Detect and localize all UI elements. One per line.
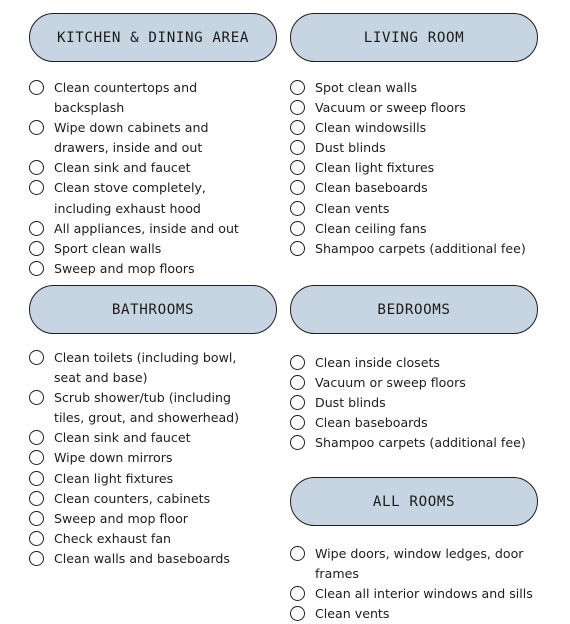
checkbox-circle-icon[interactable] <box>29 390 44 405</box>
checklist-kitchen-dining <box>29 78 265 279</box>
checklist-item-label: Sweep and mop floors <box>54 260 195 276</box>
checklist-item[interactable] <box>290 98 538 118</box>
checklist-item-label: Dust blinds <box>315 140 386 156</box>
checklist-item-label: Sweep and mop floor <box>54 510 188 526</box>
checklist-item-label: Clean countertops and backsplash <box>54 80 198 116</box>
checklist-item[interactable] <box>29 118 265 158</box>
checklist-item-label: Clean windowsills <box>315 120 427 136</box>
checklist-item[interactable] <box>29 259 265 279</box>
checklist-item-label: Dust blinds <box>315 395 386 411</box>
checklist-item-label: Shampoo carpets (additional fee) <box>315 240 526 256</box>
checklist-item-label: Wipe down mirrors <box>54 450 173 466</box>
checkbox-circle-icon[interactable] <box>290 375 305 390</box>
checkbox-circle-icon[interactable] <box>29 491 44 506</box>
checkbox-circle-icon[interactable] <box>290 180 305 195</box>
checklist-bedrooms <box>290 353 538 453</box>
checklist-item[interactable] <box>290 78 538 98</box>
checklist-item-label: Scrub shower/tub (including tiles, grout, and showerhead) <box>54 390 240 426</box>
section-bathrooms <box>29 285 277 569</box>
checkbox-circle-icon[interactable] <box>29 80 44 95</box>
checklist-item[interactable] <box>290 413 538 433</box>
checklist-item[interactable] <box>290 118 538 138</box>
checklist-item-label: Clean vents <box>315 200 390 216</box>
checklist-item[interactable] <box>29 529 265 549</box>
section-kitchen-dining <box>29 13 277 279</box>
checklist-item[interactable] <box>290 138 538 158</box>
checkbox-circle-icon[interactable] <box>290 435 305 450</box>
checkbox-circle-icon[interactable] <box>290 160 305 175</box>
checkbox-circle-icon[interactable] <box>290 140 305 155</box>
checkbox-circle-icon[interactable] <box>29 261 44 276</box>
checklist-item[interactable] <box>290 604 570 624</box>
checklist-item[interactable] <box>290 433 538 453</box>
checklist-item[interactable] <box>290 219 538 239</box>
checkbox-circle-icon[interactable] <box>290 100 305 115</box>
checklist-item[interactable] <box>29 158 265 178</box>
checklist-item-label: All appliances, inside and out <box>54 220 239 236</box>
checkbox-circle-icon[interactable] <box>29 221 44 236</box>
checklist-bathrooms <box>29 348 265 569</box>
checkbox-circle-icon[interactable] <box>29 350 44 365</box>
checkbox-circle-icon[interactable] <box>29 450 44 465</box>
checkbox-circle-icon[interactable] <box>29 471 44 486</box>
section-title-bathrooms: BATHROOMS <box>29 285 277 334</box>
checklist-item-label: Clean stove completely, including exhaust hood <box>54 180 206 216</box>
checklist-item-label: Clean ceiling fans <box>315 220 427 236</box>
checkbox-circle-icon[interactable] <box>290 241 305 256</box>
checkbox-circle-icon[interactable] <box>290 606 305 621</box>
checklist-item[interactable] <box>290 584 570 604</box>
checklist-item-label: Clean baseboards <box>315 415 428 431</box>
checklist-item[interactable] <box>29 178 265 218</box>
checklist-item-label: Clean all interior windows and sills <box>315 586 533 602</box>
checklist-item[interactable] <box>29 219 265 239</box>
section-title-bedrooms: BEDROOMS <box>290 285 538 334</box>
checkbox-circle-icon[interactable] <box>290 80 305 95</box>
checkbox-circle-icon[interactable] <box>290 586 305 601</box>
checkbox-circle-icon[interactable] <box>290 415 305 430</box>
section-title-kitchen-dining: KITCHEN & DINING AREA <box>29 13 277 62</box>
checklist-item-label: Wipe doors, window ledges, door frames <box>315 546 524 582</box>
checkbox-circle-icon[interactable] <box>29 551 44 566</box>
checklist-item[interactable] <box>290 544 570 584</box>
checklist-item-label: Vacuum or sweep floors <box>315 100 466 116</box>
checklist-all-rooms <box>290 544 570 624</box>
checklist-item-label: Clean toilets (including bowl, seat and base) <box>54 350 237 386</box>
checklist-item[interactable] <box>29 448 265 468</box>
checklist-item-label: Clean counters, cabinets <box>54 490 211 506</box>
checkbox-circle-icon[interactable] <box>29 511 44 526</box>
checklist-item-label: Clean sink and faucet <box>54 160 191 176</box>
checklist-item[interactable] <box>29 388 265 428</box>
section-all-rooms <box>290 477 570 624</box>
checklist-item-label: Clean baseboards <box>315 180 428 196</box>
checklist-item-label: Clean walls and baseboards <box>54 550 230 566</box>
checklist-item[interactable] <box>29 428 265 448</box>
checklist-item[interactable] <box>29 469 265 489</box>
checkbox-circle-icon[interactable] <box>290 120 305 135</box>
section-title-all-rooms: ALL ROOMS <box>290 477 538 526</box>
checklist-item[interactable] <box>29 489 265 509</box>
checklist-item[interactable] <box>290 239 538 259</box>
checklist-item-label: Clean light fixtures <box>54 470 174 486</box>
section-living-room <box>290 13 538 259</box>
checklist-item-label: Check exhaust fan <box>54 530 172 546</box>
checkbox-circle-icon[interactable] <box>29 160 44 175</box>
checkbox-circle-icon[interactable] <box>290 221 305 236</box>
section-bedrooms <box>290 285 538 453</box>
checkbox-circle-icon[interactable] <box>290 201 305 216</box>
checklist-item[interactable] <box>290 178 538 198</box>
checkbox-circle-icon[interactable] <box>29 430 44 445</box>
checklist-item[interactable] <box>290 199 538 219</box>
checklist-item-label: Vacuum or sweep floors <box>315 375 466 391</box>
checklist-item[interactable] <box>290 373 538 393</box>
checklist-item[interactable] <box>29 549 265 569</box>
checklist-item-label: Sport clean walls <box>54 240 162 256</box>
checklist-living-room <box>290 78 538 259</box>
checklist-item[interactable] <box>29 78 265 118</box>
checkbox-circle-icon[interactable] <box>29 180 44 195</box>
checkbox-circle-icon[interactable] <box>290 395 305 410</box>
checklist-item[interactable] <box>29 239 265 259</box>
checklist-item-label: Clean inside closets <box>315 355 440 370</box>
section-title-living-room: LIVING ROOM <box>290 13 538 62</box>
checklist-item[interactable] <box>290 353 538 373</box>
checklist-item-label: Wipe down cabinets and drawers, inside and out <box>54 120 209 156</box>
checklist-item[interactable] <box>290 393 538 413</box>
checkbox-circle-icon[interactable] <box>29 531 44 546</box>
checklist-item[interactable] <box>29 509 265 529</box>
checkbox-circle-icon[interactable] <box>29 120 44 135</box>
checklist-item-label: Spot clean walls <box>315 80 418 95</box>
checklist-item-label: Shampoo carpets (additional fee) <box>315 435 526 451</box>
checkbox-circle-icon[interactable] <box>290 355 305 370</box>
checklist-item-label: Clean sink and faucet <box>54 430 191 446</box>
checkbox-circle-icon[interactable] <box>290 546 305 561</box>
checkbox-circle-icon[interactable] <box>29 241 44 256</box>
checklist-item-label: Clean vents <box>315 606 390 622</box>
checklist-item[interactable] <box>290 158 538 178</box>
checklist-item-label: Clean light fixtures <box>315 160 435 176</box>
checklist-item[interactable] <box>29 348 265 388</box>
